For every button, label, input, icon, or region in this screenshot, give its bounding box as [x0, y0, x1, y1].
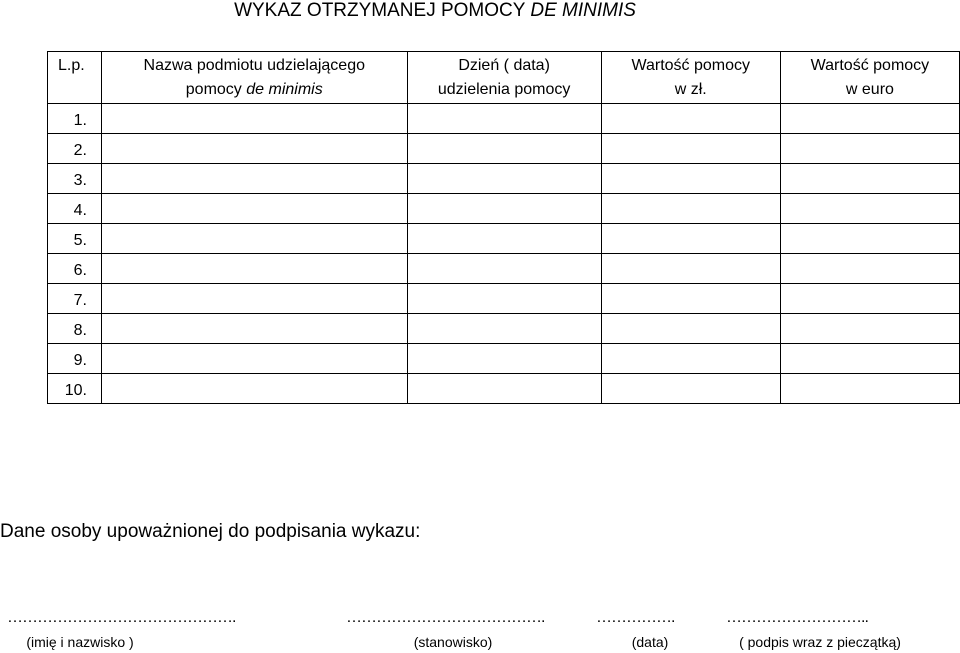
- table-row: [48, 224, 960, 254]
- cell-wartosc-zl: [601, 224, 780, 254]
- cell-nazwa: [101, 194, 407, 224]
- cell-dzien: [407, 374, 601, 404]
- header-wartosc-euro: [780, 52, 959, 104]
- cell-dzien: [407, 254, 601, 284]
- cell-wartosc-euro: [780, 134, 959, 164]
- cell-wartosc-euro: [780, 254, 959, 284]
- signature-dots-position: ………………………………….: [346, 609, 545, 626]
- cell-dzien: [407, 164, 601, 194]
- document-title: [0, 0, 870, 22]
- cell-wartosc-euro: [780, 284, 959, 314]
- label-signature: ( podpis wraz z pieczątką): [739, 634, 901, 650]
- header-dzien-line2: udzielenia pomocy: [437, 81, 571, 98]
- cell-wartosc-euro: [780, 374, 959, 404]
- row-number: 2.: [48, 134, 102, 164]
- header-dzien: [407, 52, 601, 104]
- header-nazwa-line2: pomocy de minimis: [185, 81, 323, 98]
- table-header-row: [48, 52, 960, 104]
- row-number: 6.: [48, 254, 102, 284]
- cell-nazwa: [101, 374, 407, 404]
- header-wartosc-euro-line1: Wartość pomocy: [810, 57, 930, 74]
- table-row: [48, 164, 960, 194]
- cell-dzien: [407, 344, 601, 374]
- header-wartosc-zl: [601, 52, 780, 104]
- row-number: 1.: [48, 104, 102, 134]
- table-row: [48, 104, 960, 134]
- row-number: 10.: [48, 374, 102, 404]
- cell-nazwa: [101, 134, 407, 164]
- header-lp: L.p.: [48, 52, 102, 104]
- label-date: (data): [631, 634, 669, 650]
- label-name: (imię i nazwisko ): [26, 634, 134, 650]
- cell-wartosc-zl: [601, 254, 780, 284]
- table-row: [48, 194, 960, 224]
- row-number: 4.: [48, 194, 102, 224]
- table-row: [48, 284, 960, 314]
- row-number: 5.: [48, 224, 102, 254]
- table-row: [48, 134, 960, 164]
- cell-nazwa: [101, 344, 407, 374]
- signature-dots-name: ……………………………………….: [7, 609, 236, 626]
- header-wartosc-euro-line2: w euro: [845, 81, 894, 98]
- cell-dzien: [407, 134, 601, 164]
- cell-wartosc-euro: [780, 314, 959, 344]
- header-nazwa-line1: Nazwa podmiotu udzielającego: [143, 57, 365, 74]
- row-number: 8.: [48, 314, 102, 344]
- label-position: (stanowisko): [413, 634, 493, 650]
- cell-wartosc-zl: [601, 134, 780, 164]
- cell-wartosc-euro: [780, 224, 959, 254]
- title-main: WYKAZ OTRZYMANEJ POMOCY: [234, 0, 531, 21]
- cell-dzien: [407, 194, 601, 224]
- cell-wartosc-zl: [601, 344, 780, 374]
- cell-nazwa: [101, 104, 407, 134]
- aid-table: [47, 51, 960, 404]
- cell-dzien: [407, 314, 601, 344]
- cell-wartosc-zl: [601, 164, 780, 194]
- row-number: 7.: [48, 284, 102, 314]
- cell-wartosc-zl: [601, 284, 780, 314]
- cell-nazwa: [101, 254, 407, 284]
- cell-wartosc-zl: [601, 374, 780, 404]
- cell-wartosc-euro: [780, 194, 959, 224]
- header-nazwa: [101, 52, 407, 104]
- header-wartosc-zl-line2: w zł.: [674, 81, 707, 98]
- cell-wartosc-zl: [601, 104, 780, 134]
- signature-dots-signature: ………………………..: [726, 609, 868, 626]
- signatory-heading: Dane osoby upoważnionej do podpisania wykazu:: [0, 521, 421, 542]
- table-row: [48, 314, 960, 344]
- table-row: [48, 344, 960, 374]
- row-number: 3.: [48, 164, 102, 194]
- cell-wartosc-euro: [780, 104, 959, 134]
- cell-wartosc-zl: [601, 194, 780, 224]
- cell-nazwa: [101, 284, 407, 314]
- cell-wartosc-euro: [780, 344, 959, 374]
- table-row: [48, 374, 960, 404]
- cell-nazwa: [101, 224, 407, 254]
- cell-nazwa: [101, 164, 407, 194]
- title-italic: DE MINIMIS: [530, 0, 636, 21]
- cell-dzien: [407, 224, 601, 254]
- cell-wartosc-euro: [780, 164, 959, 194]
- cell-nazwa: [101, 314, 407, 344]
- signature-dots-date: …………….: [596, 609, 675, 626]
- cell-dzien: [407, 104, 601, 134]
- header-dzien-line1: Dzień ( data): [458, 57, 550, 74]
- row-number: 9.: [48, 344, 102, 374]
- table-row: [48, 254, 960, 284]
- header-wartosc-zl-line1: Wartość pomocy: [631, 57, 750, 74]
- cell-wartosc-zl: [601, 314, 780, 344]
- cell-dzien: [407, 284, 601, 314]
